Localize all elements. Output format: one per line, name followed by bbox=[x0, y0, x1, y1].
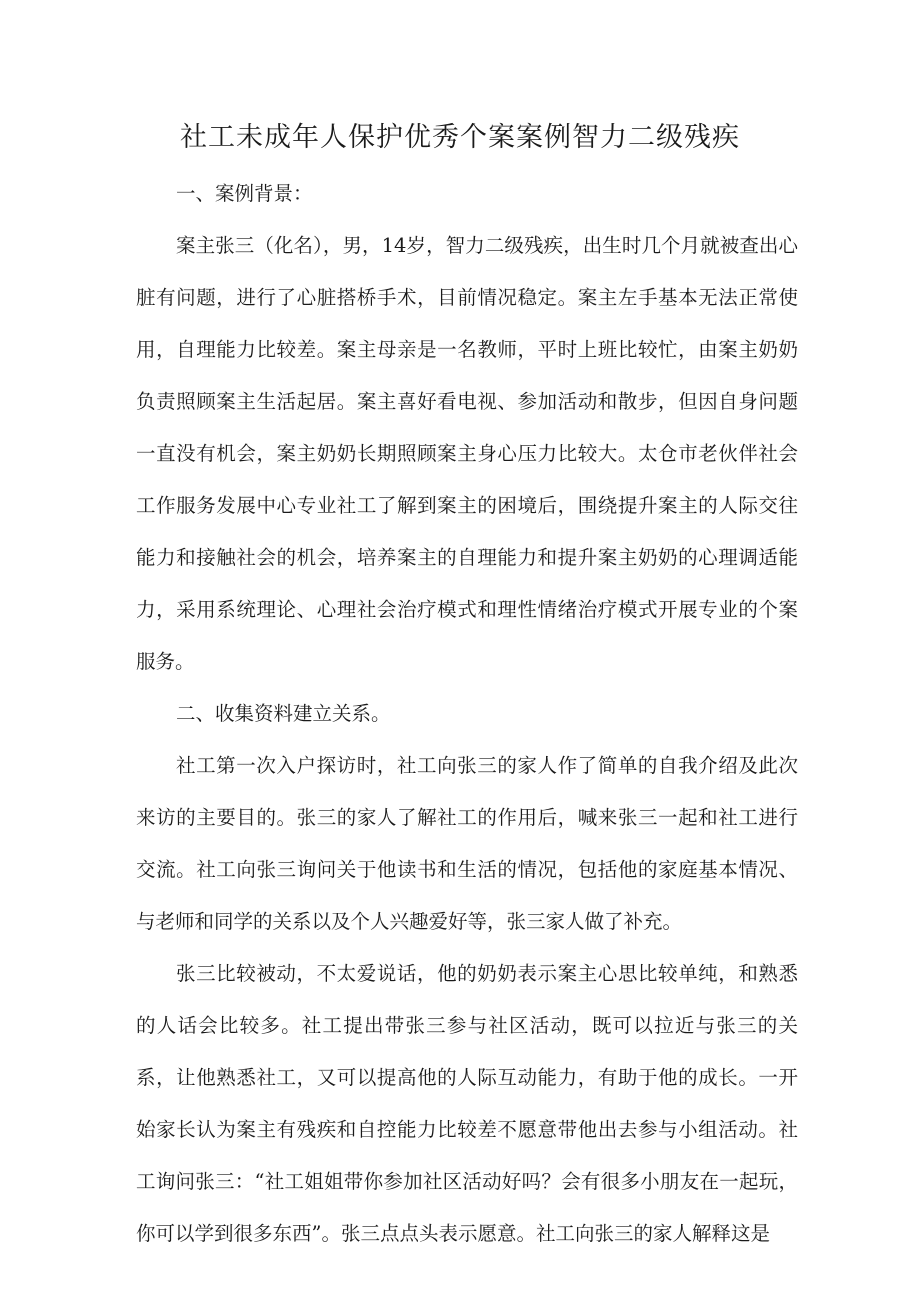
document-title: 社工未成年人保护优秀个案案例智力二级残疾 bbox=[180, 122, 740, 153]
document-body bbox=[136, 168, 798, 1260]
paragraph-case-background: 案主张三（化名），男，14岁，智力二级残疾，出生时几个月就被查出心脏有问题，进行了心脏搭桥手术，目前情况稳定。案主左手基本无法正常使用，自理能力比较差。案主母亲是一名教师，平时上班比较忙，由案主奶奶负责照顾案主生活起居。案主喜好看电视、参加活动和散步，但因自身问题一直没有机会，案主奶奶长期照顾案主身心压力比较大。太仓市老伙伴社会工作服务发展中心专业社工了解到案主的困境后，围绕提升案主的人际交往能力和接触社会的机会，培养案主的自理能力和提升案主奶奶的心理调适能力，采用系统理论、心理社会治疗模式和理性情绪治疗模式开展专业的个案服务。 bbox=[136, 234, 798, 673]
section-heading-data-collection: 二、收集资料建立关系。 bbox=[176, 702, 391, 725]
paragraph-first-visit: 社工第一次入户探访时，社工向张三的家人作了简单的自我介绍及此次来访的主要目的。张三的家人了解社工的作用后，喊来张三一起和社工进行交流。社工向张三询问关于他读书和生活的情况，包括他的家庭基本情况、与老师和同学的关系以及个人兴趣爱好等，张三家人做了补充。 bbox=[136, 754, 798, 933]
section-heading-background: 一、案例背景： bbox=[176, 182, 313, 205]
paragraph-community-activity: 张三比较被动，不太爱说话，他的奶奶表示案主心思比较单纯，和熟悉的人话会比较多。社工提出带张三参与社区活动，既可以拉近与张三的关系，让他熟悉社工，又可以提高他的人际互动能力，有助于他的成长。一开始家长认为案主有残疾和自控能力比较差不愿意带他出去参与小组活动。社工询问张三：“社工姐姐带你参加社区活动好吗？会有很多小朋友在一起玩，你可以学到很多东西”。张三点点头表示愿意。社工向张三的家人解释这是 bbox=[136, 962, 798, 1245]
